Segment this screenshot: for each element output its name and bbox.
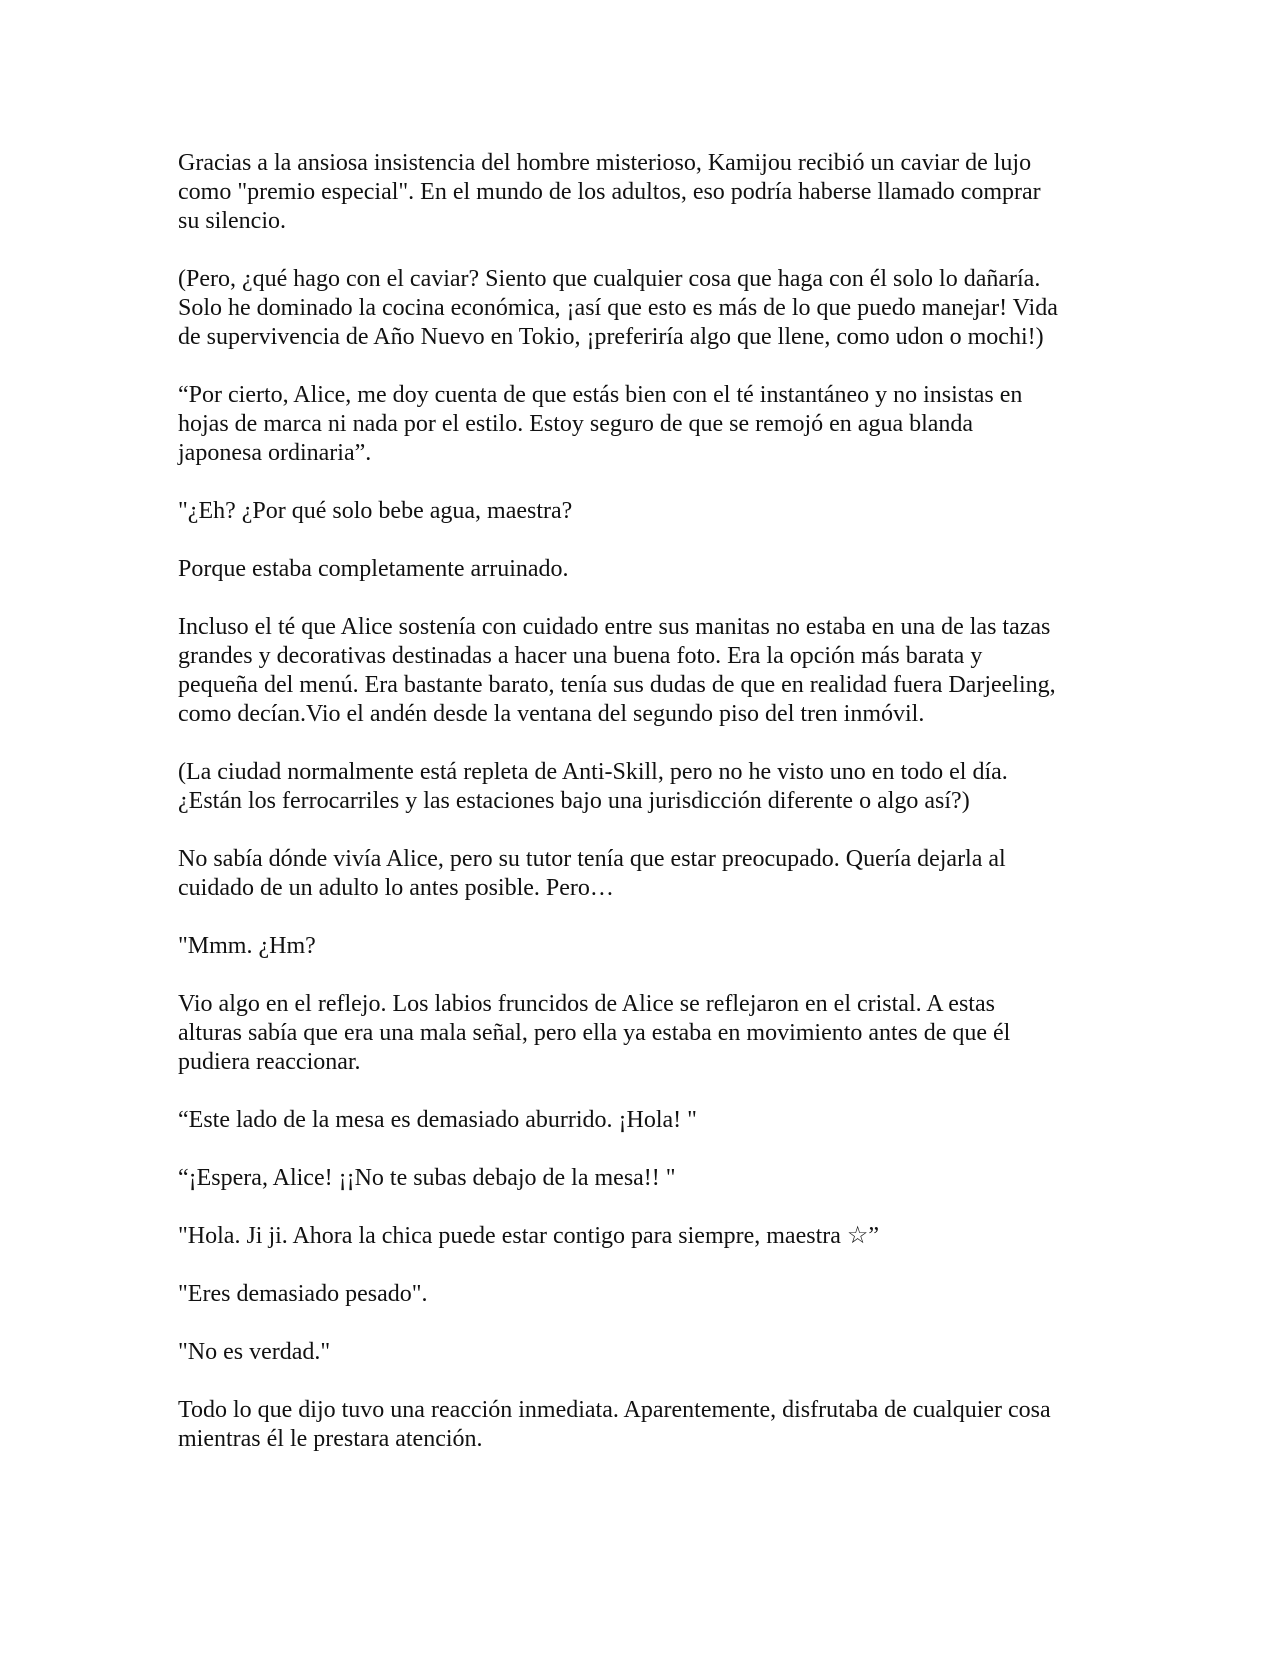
paragraph [178,845,1138,903]
paragraph [178,381,1138,468]
text-line: hojas de marca ni nada por el estilo. Estoy seguro de que se remojó en agua blanda [178,411,974,437]
text-line: ¿Están los ferrocarriles y las estaciones bajo una jurisdicción diferente o algo así?) [178,788,970,814]
text-line: “¡Espera, Alice! ¡¡No te subas debajo de la mesa!! " [178,1165,676,1191]
text-line: (La ciudad normalmente está repleta de Anti-Skill, pero no he visto uno en todo el día. [178,759,1008,785]
text-line: Gracias a la ansiosa insistencia del hombre misterioso, Kamijou recibió un caviar de lujo [178,150,1032,176]
text-line: “Este lado de la mesa es demasiado aburrido. ¡Hola! " [178,1107,697,1133]
text-line: alturas sabía que era una mala señal, pero ella ya estaba en movimiento antes de que él [178,1020,1011,1046]
document-page [178,149,1138,1483]
text-line: cuidado de un adulto lo antes posible. Pero… [178,875,614,901]
text-line: pequeña del menú. Era bastante barato, tenía sus dudas de que en realidad fuera Darjeeling, [178,672,1056,698]
paragraph [178,990,1138,1077]
text-line: de supervivencia de Año Nuevo en Tokio, ¡preferiría algo que llene, como udon o mochi!) [178,324,1044,350]
text-line: Vio algo en el reflejo. Los labios fruncidos de Alice se reflejaron en el cristal. A estas [178,991,995,1017]
paragraph [178,555,1138,584]
paragraph [178,149,1138,236]
text-line: como "premio especial". En el mundo de los adultos, eso podría haberse llamado comprar [178,179,1041,205]
paragraph [178,265,1138,352]
text-line: japonesa ordinaria”. [178,440,372,466]
text-line: (Pero, ¿qué hago con el caviar? Siento que cualquier cosa que haga con él solo lo dañaría. [178,266,1041,292]
text-line: grandes y decorativas destinadas a hacer una buena foto. Era la opción más barata y [178,643,983,669]
paragraph [178,758,1138,816]
paragraph [178,497,1138,526]
text-line: su silencio. [178,208,286,234]
paragraph [178,1396,1138,1454]
paragraph [178,932,1138,961]
text-line: como decían.Vio el andén desde la ventana del segundo piso del tren inmóvil. [178,701,925,727]
paragraph [178,1106,1138,1135]
text-line: "Eres demasiado pesado". [178,1281,428,1307]
text-line: "Hola. Ji ji. Ahora la chica puede estar contigo para siempre, maestra ☆” [178,1223,880,1249]
text-line: "¿Eh? ¿Por qué solo bebe agua, maestra? [178,498,573,524]
text-line: Solo he dominado la cocina económica, ¡así que esto es más de lo que puedo manejar! Vida [178,295,1058,321]
text-line: pudiera reaccionar. [178,1049,361,1075]
paragraph [178,613,1138,729]
text-line: Todo lo que dijo tuvo una reacción inmediata. Aparentemente, disfrutaba de cualquier cosa [178,1397,1051,1423]
paragraph [178,1164,1138,1193]
paragraph [178,1222,1138,1251]
text-line: “Por cierto, Alice, me doy cuenta de que estás bien con el té instantáneo y no insistas en [178,382,1023,408]
paragraph [178,1338,1138,1367]
text-line: No sabía dónde vivía Alice, pero su tutor tenía que estar preocupado. Quería dejarla al [178,846,1006,872]
text-line: Porque estaba completamente arruinado. [178,556,569,582]
text-line: Incluso el té que Alice sostenía con cuidado entre sus manitas no estaba en una de las tazas [178,614,1051,640]
text-line: mientras él le prestara atención. [178,1426,483,1452]
paragraph [178,1280,1138,1309]
text-line: "Mmm. ¿Hm? [178,933,316,959]
text-line: "No es verdad." [178,1339,331,1365]
